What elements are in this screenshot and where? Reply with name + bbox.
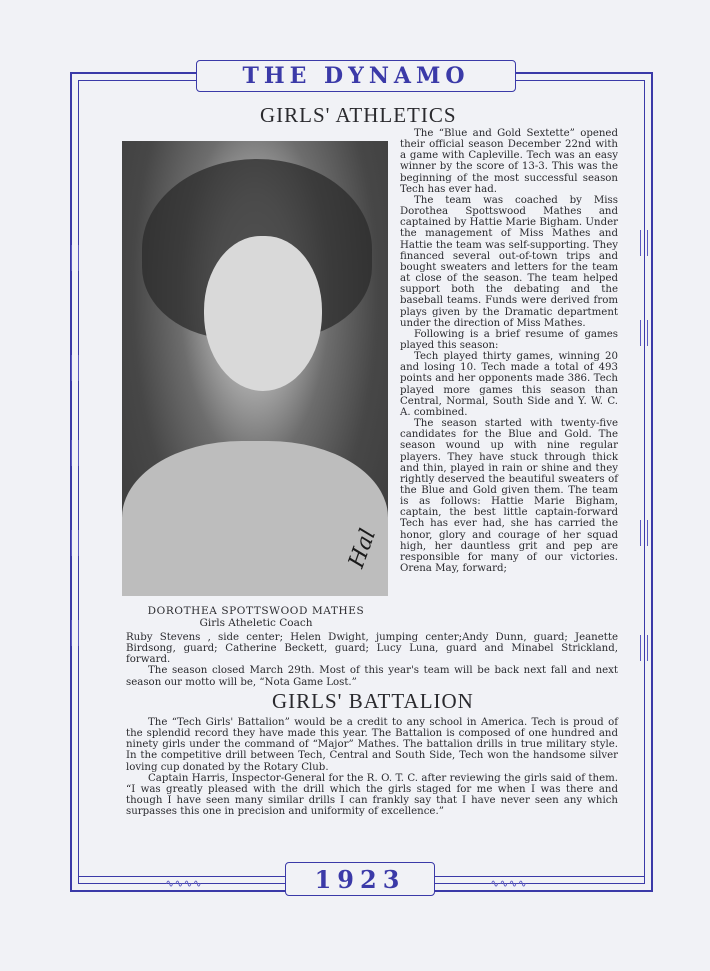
border-ornament	[71, 440, 79, 466]
battalion-text	[126, 717, 618, 817]
athletics-paragraph: Tech played thirty games, winning 20 and losing 10. Tech made a total of 493 points and her opponents made 386. Tech played more games this season than Central, Normal, South Side and Y. W. C. A. combined.	[400, 351, 618, 418]
border-ornament	[71, 355, 79, 381]
header-rule-right	[516, 73, 645, 81]
footer-rule-right	[435, 876, 645, 884]
athletics-paragraph: The team was coached by Miss Dorothea Spottswood Mathes and captained by Hattie Marie Bigham. Under the management of Miss Mathes and Hattie the team was self-supporting. They financed several out-of-town trips and bought sweaters and letters for the team at close of the season. The team helped support both the debating and the baseball teams. Funds were derived from plays given by the Dramatic department under the direction of Miss Mathes.	[400, 194, 618, 329]
caption-name: DOROTHEA SPOTTSWOOD MATHES	[147, 605, 365, 617]
athletics-heading: GIRLS' ATHLETICS	[260, 103, 457, 127]
portrait-shoulders	[122, 441, 388, 596]
border-ornament	[640, 320, 648, 346]
athletics-paragraph: The season started with twenty-five candidates for the Blue and Gold. The season wound up with nine regular players. They have stuck through thick and thin, played in rain or shine and they rightly deserved the beautiful sweaters of the Blue and Gold given them. The team is as follows: Hattie Marie Bigham, captain, the best little captain-forward Tech has ever had, she has carried the honor, glory and courage of her squad high, her dauntless grit and pep are responsible for many of our victories. Orena May, forward;	[400, 418, 618, 575]
border-ornament	[640, 520, 648, 546]
border-ornament	[71, 530, 79, 556]
header-title: THE DYNAMO	[196, 60, 516, 92]
battalion-paragraph: Captain Harris, Inspector-General for the R. O. T. C. after reviewing the girls said of them. “I was greatly pleased with the drill which the girls staged for me when I was there and though I have seen many similar drills I can frankly say that I have never seen any which surpasses this one in precision and uniformity of excellence.”	[126, 772, 618, 818]
portrait-face	[204, 236, 322, 391]
border-ornament	[640, 230, 648, 256]
border-ornament	[71, 245, 79, 271]
footer-ornament-left: ∿∿∿∿	[165, 877, 202, 890]
athletics-column	[400, 128, 618, 574]
athletics-paragraph: Following is a brief resume of games played this season:	[400, 328, 618, 351]
caption-role: Girls Atheletic Coach	[199, 617, 313, 629]
portrait-signature: Hal	[343, 525, 381, 572]
footer-ornament-right: ∿∿∿∿	[490, 877, 527, 890]
coach-portrait-photo	[122, 141, 388, 596]
battalion-paragraph: The “Tech Girls' Battalion” would be a credit to any school in America. Tech is proud of the splendid record they have made this year. The Battalion is composed of one hundred and ninety girls under the command of “Major” Mathes. The battalion drills in true military style. In the competitive drill between Tech, Central and South Side, Tech won the handsome silver loving cup donated by the Rotary Club.	[126, 717, 618, 773]
athletics-closing: The season closed March 29th. Most of this year's team will be back next fall and next season our motto will be, “Nota Game Lost.”	[126, 665, 618, 688]
athletics-team-continuation: Ruby Stevens , side center; Helen Dwight, jumping center;Andy Dunn, guard; Jeanette Birdsong, guard; Catherine Beckett, guard; Lucy Luna, guard and Minabel Strickland, forward.	[126, 632, 618, 666]
header-rule-left	[78, 73, 196, 81]
photo-caption	[146, 605, 366, 629]
footer-year: 1923	[285, 862, 435, 896]
battalion-heading: GIRLS' BATTALION	[272, 689, 474, 713]
border-ornament	[640, 635, 648, 661]
athletics-wide-text	[126, 632, 618, 688]
athletics-paragraph: The “Blue and Gold Sextette” opened their official season December 22nd with a game with Capleville. Tech was an easy winner by the score of 13-3. This was the beginning of the most successful season Tech has ever had.	[400, 128, 618, 195]
border-ornament	[71, 620, 79, 646]
